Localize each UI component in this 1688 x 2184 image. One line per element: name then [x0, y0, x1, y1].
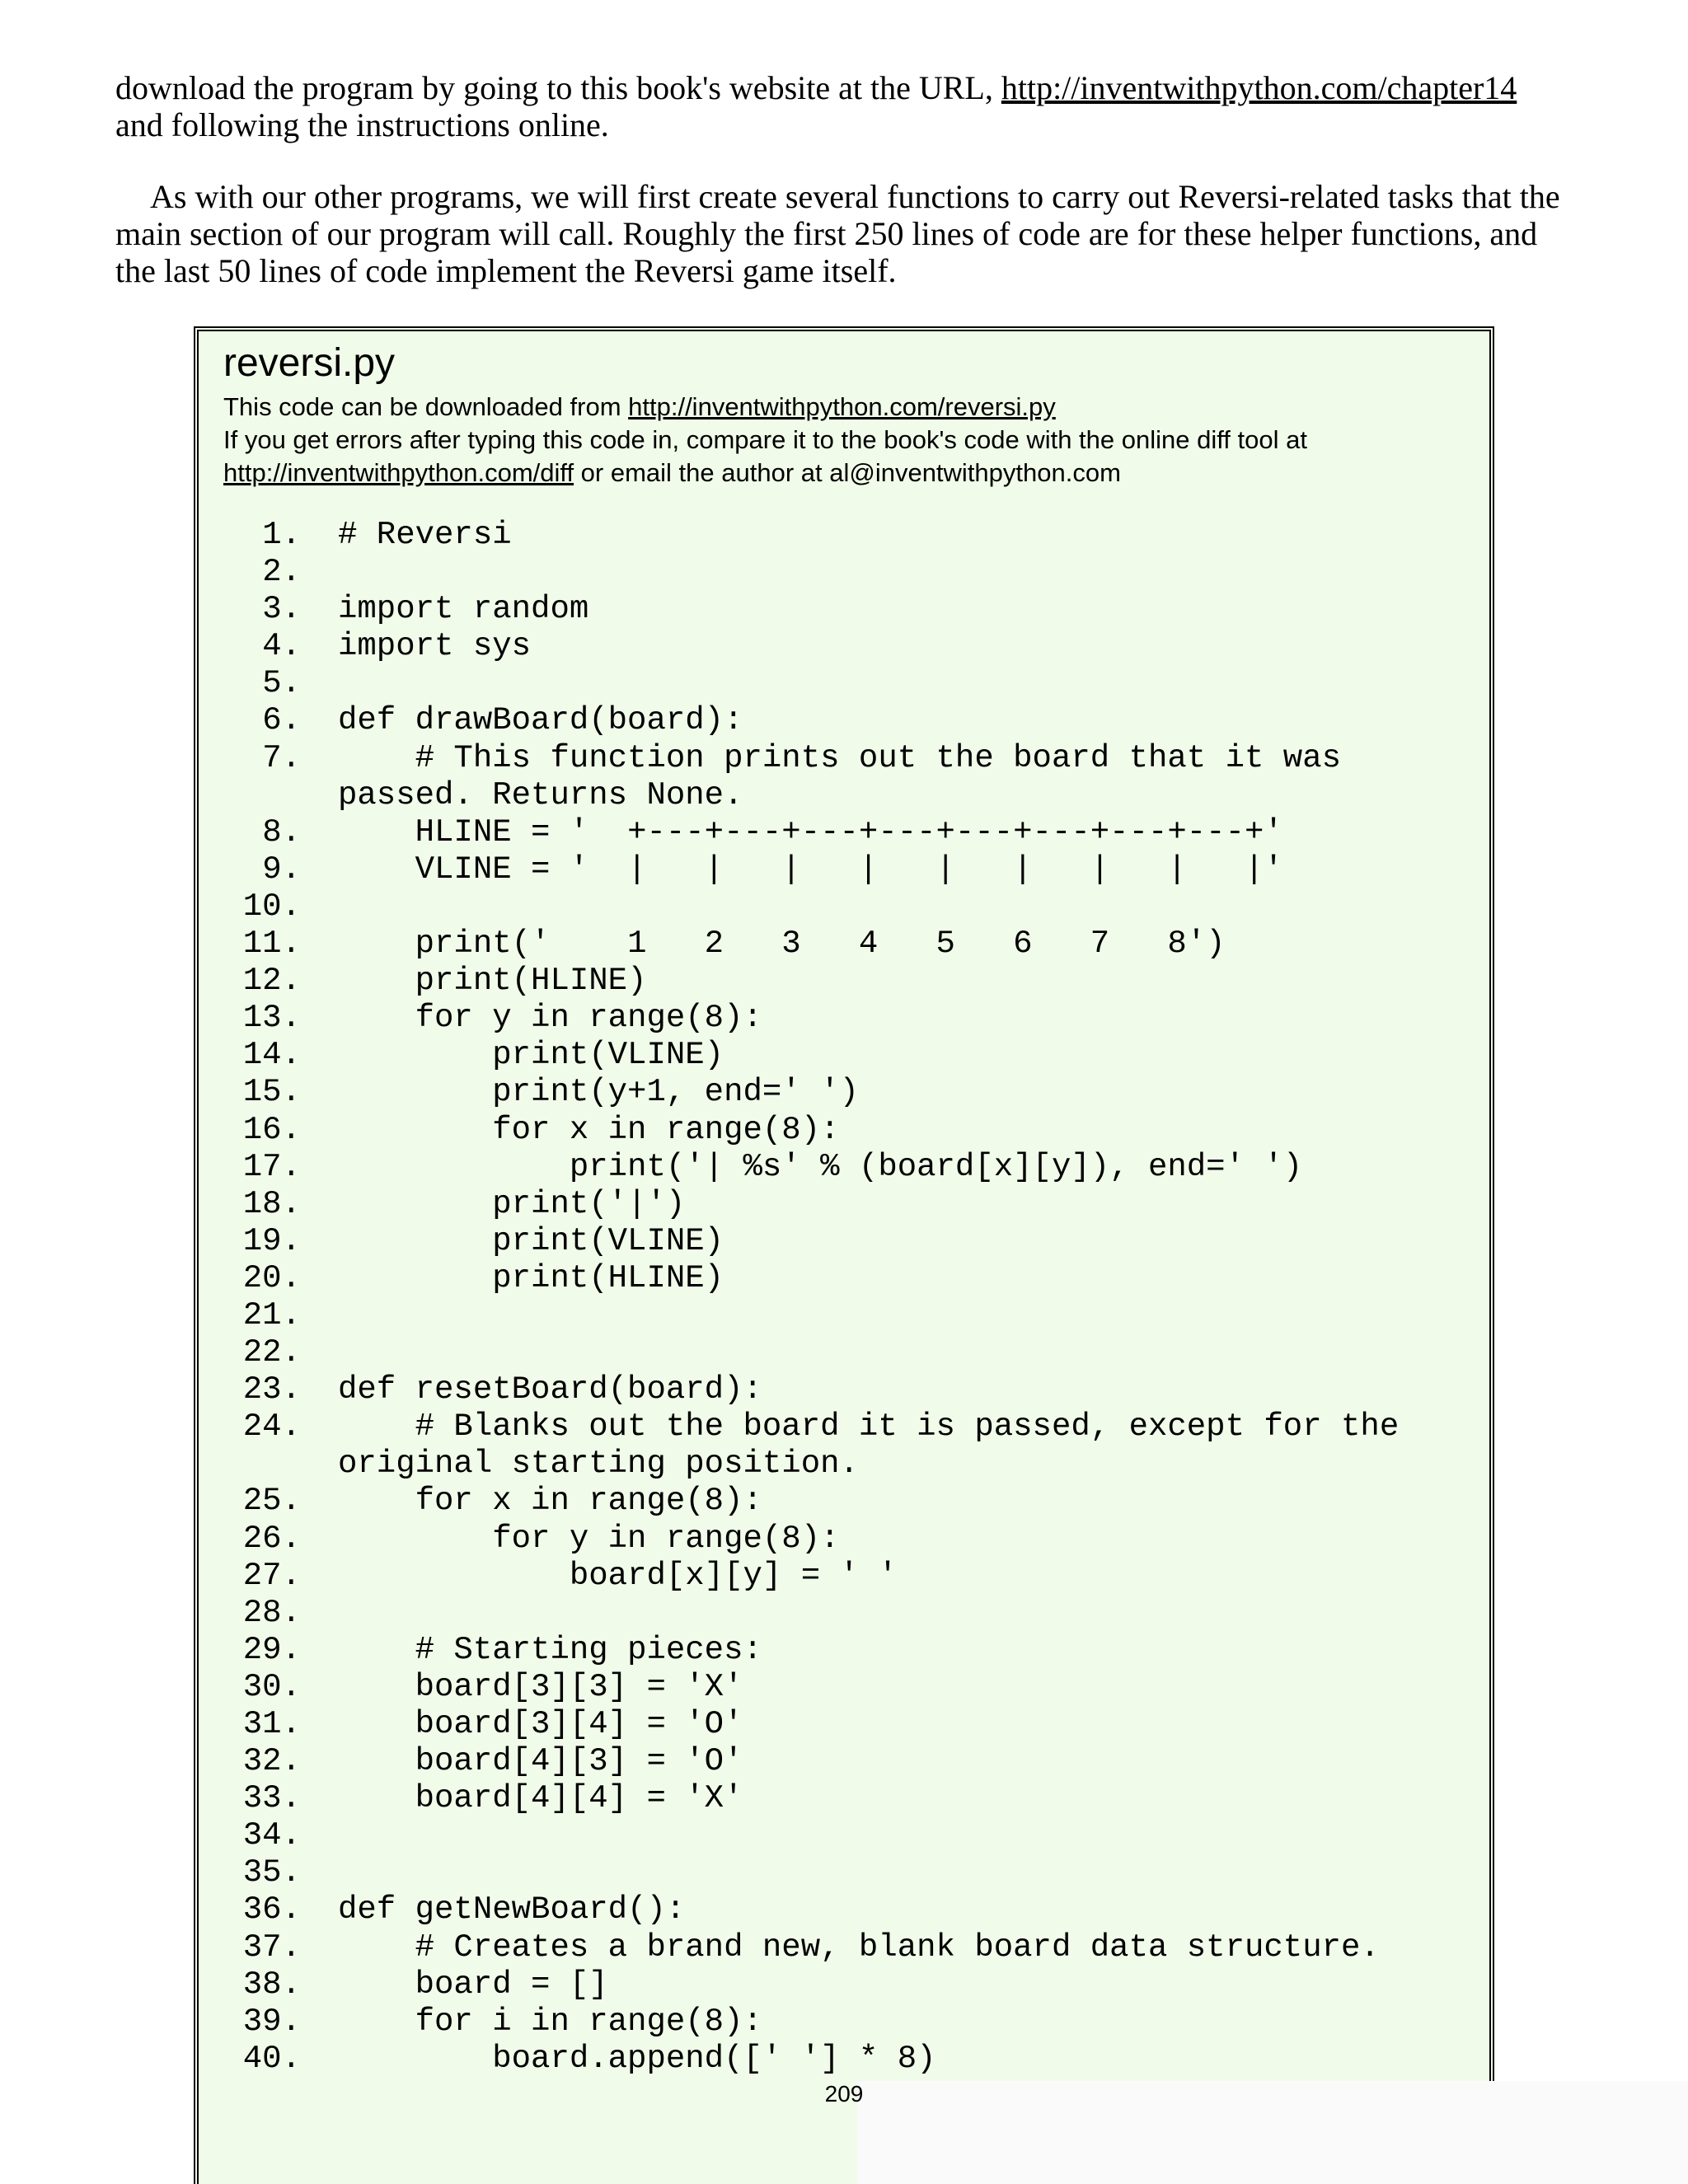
code-line: [199, 1780, 1484, 1817]
code-line: [199, 1669, 1484, 1706]
download-link[interactable]: http://inventwithpython.com/reversi.py: [628, 392, 1056, 421]
code-text: for x in range(8):: [338, 1483, 762, 1520]
errors-line: If you get errors after typing this code in, compare it to the book's code with the online diff tool at: [223, 425, 1307, 454]
line-number-gap: [301, 926, 338, 963]
code-line: [199, 1408, 1484, 1483]
line-number-gap: [301, 1817, 338, 1854]
code-line: [199, 1000, 1484, 1037]
code-text: print(VLINE): [338, 1222, 724, 1259]
line-number: 6.: [262, 702, 301, 739]
code-line: [199, 2041, 1484, 2078]
download-line: [223, 391, 1460, 424]
line-number-gap: [301, 1558, 338, 1595]
code-line: [199, 1706, 1484, 1743]
code-line: [199, 963, 1484, 1000]
code-text: board[x][y] = ' ': [338, 1557, 898, 1594]
line-number-gap: [301, 1037, 338, 1074]
code-line: [199, 1595, 1484, 1632]
code-box-info: [223, 391, 1460, 490]
line-number: 27.: [242, 1557, 301, 1594]
line-number: 2.: [262, 554, 301, 591]
line-number: 10.: [242, 888, 301, 925]
line-number: 4.: [262, 628, 301, 665]
code-line: [199, 1074, 1484, 1111]
line-number: 21.: [242, 1296, 301, 1333]
code-text: board[3][4] = 'O': [338, 1706, 743, 1742]
line-number: 36.: [242, 1891, 301, 1929]
download-text: This code can be downloaded from: [223, 392, 629, 421]
code-text: print(VLINE): [338, 1037, 724, 1074]
code-text: [338, 1334, 1442, 1371]
line-number: 14.: [242, 1037, 301, 1074]
line-number: 18.: [242, 1185, 301, 1222]
code-line: [199, 1891, 1484, 1929]
code-line: [199, 1929, 1484, 1966]
line-number-gap: [301, 1408, 338, 1483]
line-number-gap: [301, 1854, 338, 1891]
line-number-gap: [301, 1891, 338, 1929]
line-number-gap: [301, 702, 338, 739]
intro-paragraph-2-text: As with our other programs, we will first create several functions to carry out Reversi-related tasks that the main section of our program will call. Roughly the first 250 lines of code are for these helper functions, and the last 50 lines of code implement the Reversi game itself.: [115, 178, 1560, 289]
code-line: [199, 517, 1484, 554]
code-line: [199, 1260, 1484, 1297]
line-number-gap: [301, 1743, 338, 1780]
line-number-gap: [301, 740, 338, 814]
line-number-gap: [301, 888, 338, 926]
code-text: print(y+1, end=' '): [338, 1074, 859, 1111]
code-text: print(HLINE): [338, 1259, 724, 1296]
line-number-gap: [301, 1074, 338, 1111]
code-text: [338, 1854, 1442, 1891]
line-number: 11.: [242, 926, 301, 963]
line-number: 3.: [262, 591, 301, 628]
code-line: [199, 926, 1484, 963]
code-text: # Creates a brand new, blank board data structure.: [338, 1929, 1380, 1966]
code-text: import sys: [338, 628, 532, 665]
intro-paragraph-1-text: download the program by going to this book's website at the URL,: [115, 69, 1001, 106]
code-text: # Starting pieces:: [338, 1631, 762, 1668]
line-number: 28.: [242, 1594, 301, 1631]
code-text: [338, 665, 1442, 702]
line-number-gap: [301, 1334, 338, 1371]
code-line: [199, 2004, 1484, 2041]
code-file-title: reversi.py: [223, 341, 396, 385]
line-number: 31.: [242, 1706, 301, 1742]
line-number-gap: [301, 1112, 338, 1149]
diff-line: [223, 457, 1460, 490]
contact-text: or email the author at al@inventwithpython.com: [574, 458, 1121, 487]
code-text: board = []: [338, 1966, 608, 2003]
code-text: board.append([' '] * 8): [338, 2040, 936, 2077]
line-number-gap: [301, 1223, 338, 1260]
line-number-gap: [301, 1371, 338, 1408]
code-text: # This function prints out the board that it was passed. Returns None.: [338, 739, 1361, 813]
line-number: 38.: [242, 1966, 301, 2003]
code-line: [199, 1223, 1484, 1260]
code-text: for y in range(8):: [338, 1000, 762, 1037]
line-number-gap: [301, 591, 338, 628]
code-listing: [199, 517, 1484, 2078]
code-line: [199, 665, 1484, 702]
code-text: # Reversi: [338, 517, 512, 553]
line-number: 33.: [242, 1780, 301, 1817]
code-text: for y in range(8):: [338, 1520, 840, 1557]
code-line: [199, 888, 1484, 926]
line-number: 5.: [262, 665, 301, 702]
code-line: [199, 1483, 1484, 1520]
code-text: def drawBoard(board):: [338, 702, 743, 739]
code-text: board[4][3] = 'O': [338, 1743, 743, 1780]
line-number: 25.: [242, 1483, 301, 1520]
line-number: 12.: [242, 963, 301, 1000]
line-number: 23.: [242, 1371, 301, 1408]
code-text: import random: [338, 591, 589, 628]
line-number: 26.: [242, 1520, 301, 1557]
code-text: def resetBoard(board):: [338, 1371, 762, 1408]
line-number-gap: [301, 1521, 338, 1558]
line-number: 22.: [242, 1334, 301, 1371]
line-number-gap: [301, 851, 338, 888]
code-line: [199, 1817, 1484, 1854]
code-text: [338, 1595, 1442, 1632]
code-line: [199, 851, 1484, 888]
code-text: HLINE = ' +---+---+---+---+---+---+---+---+': [338, 813, 1283, 851]
intro-text: [115, 69, 1566, 289]
line-number: 19.: [242, 1222, 301, 1259]
intro-paragraph-1: [115, 69, 1566, 143]
code-line: [199, 1334, 1484, 1371]
code-text: print('| %s' % (board[x][y]), end=' '): [338, 1148, 1303, 1185]
line-number-gap: [301, 1149, 338, 1186]
line-number-gap: [301, 1706, 338, 1743]
line-number-gap: [301, 1595, 338, 1632]
line-number: 29.: [242, 1631, 301, 1668]
line-number-gap: [301, 554, 338, 591]
code-line: [199, 591, 1484, 628]
code-line: [199, 1112, 1484, 1149]
code-line: [199, 1521, 1484, 1558]
code-line: [199, 1743, 1484, 1780]
code-text: print('|'): [338, 1185, 686, 1222]
code-line: [199, 814, 1484, 851]
code-line: [199, 1558, 1484, 1595]
line-number: 30.: [242, 1668, 301, 1705]
line-number-gap: [301, 1669, 338, 1706]
code-text: def getNewBoard():: [338, 1891, 686, 1929]
code-text: [338, 888, 1442, 926]
line-number: 17.: [242, 1148, 301, 1185]
line-number: 40.: [242, 2040, 301, 2077]
code-line: [199, 1149, 1484, 1186]
line-number: 8.: [262, 813, 301, 851]
line-number: 16.: [242, 1111, 301, 1148]
line-number-gap: [301, 1260, 338, 1297]
line-number: 35.: [242, 1854, 301, 1891]
line-number-gap: [301, 1186, 338, 1223]
code-line: [199, 1371, 1484, 1408]
line-number: 34.: [242, 1817, 301, 1854]
line-number-gap: [301, 1929, 338, 1966]
code-line: [199, 1966, 1484, 2004]
line-number-gap: [301, 517, 338, 554]
line-number-gap: [301, 1966, 338, 2004]
code-line: [199, 1186, 1484, 1223]
code-text: [338, 1297, 1442, 1334]
line-number: 7.: [262, 739, 301, 776]
line-number-gap: [301, 2004, 338, 2041]
line-number: 9.: [262, 851, 301, 888]
line-number: 1.: [262, 517, 301, 553]
code-line: [199, 1854, 1484, 1891]
line-number-gap: [301, 1000, 338, 1037]
line-number-gap: [301, 1632, 338, 1669]
code-text: print(HLINE): [338, 963, 647, 1000]
line-number: 37.: [242, 1929, 301, 1966]
code-text: [338, 1817, 1442, 1854]
intro-paragraph-1-ending: and following the instructions online.: [115, 106, 609, 143]
code-text: print(' 1 2 3 4 5 6 7 8'): [338, 926, 1226, 963]
code-text: board[3][3] = 'X': [338, 1668, 743, 1705]
line-number-gap: [301, 1297, 338, 1334]
code-text: for i in range(8):: [338, 2003, 762, 2040]
line-number: 32.: [242, 1743, 301, 1780]
line-number: 15.: [242, 1074, 301, 1111]
page-number: 209: [824, 2081, 864, 2107]
diff-tool-link[interactable]: http://inventwithpython.com/diff: [223, 458, 574, 487]
code-line: [199, 628, 1484, 665]
line-number-gap: [301, 628, 338, 665]
code-line: [199, 1297, 1484, 1334]
source-code-box: [194, 326, 1494, 2184]
intro-paragraph-2: [115, 178, 1566, 289]
line-number-gap: [301, 1483, 338, 1520]
code-line: [199, 554, 1484, 591]
code-text: [338, 554, 1442, 591]
line-number-gap: [301, 1780, 338, 1817]
code-line: [199, 740, 1484, 814]
line-number-gap: [301, 665, 338, 702]
code-line: [199, 702, 1484, 739]
line-number: 24.: [242, 1408, 301, 1446]
line-number-gap: [301, 814, 338, 851]
line-number-gap: [301, 963, 338, 1000]
line-number: 39.: [242, 2003, 301, 2040]
chapter-url-link[interactable]: http://inventwithpython.com/chapter14: [1001, 69, 1517, 106]
code-line: [199, 1037, 1484, 1074]
code-line: [199, 1632, 1484, 1669]
code-text: VLINE = ' | | | | | | | | |': [338, 851, 1283, 888]
code-text: for x in range(8):: [338, 1111, 840, 1148]
line-number-gap: [301, 2041, 338, 2078]
line-number: 13.: [242, 1000, 301, 1037]
code-text: # Blanks out the board it is passed, except for the original starting position.: [338, 1408, 1418, 1483]
line-number: 20.: [242, 1259, 301, 1296]
code-text: board[4][4] = 'X': [338, 1780, 743, 1817]
